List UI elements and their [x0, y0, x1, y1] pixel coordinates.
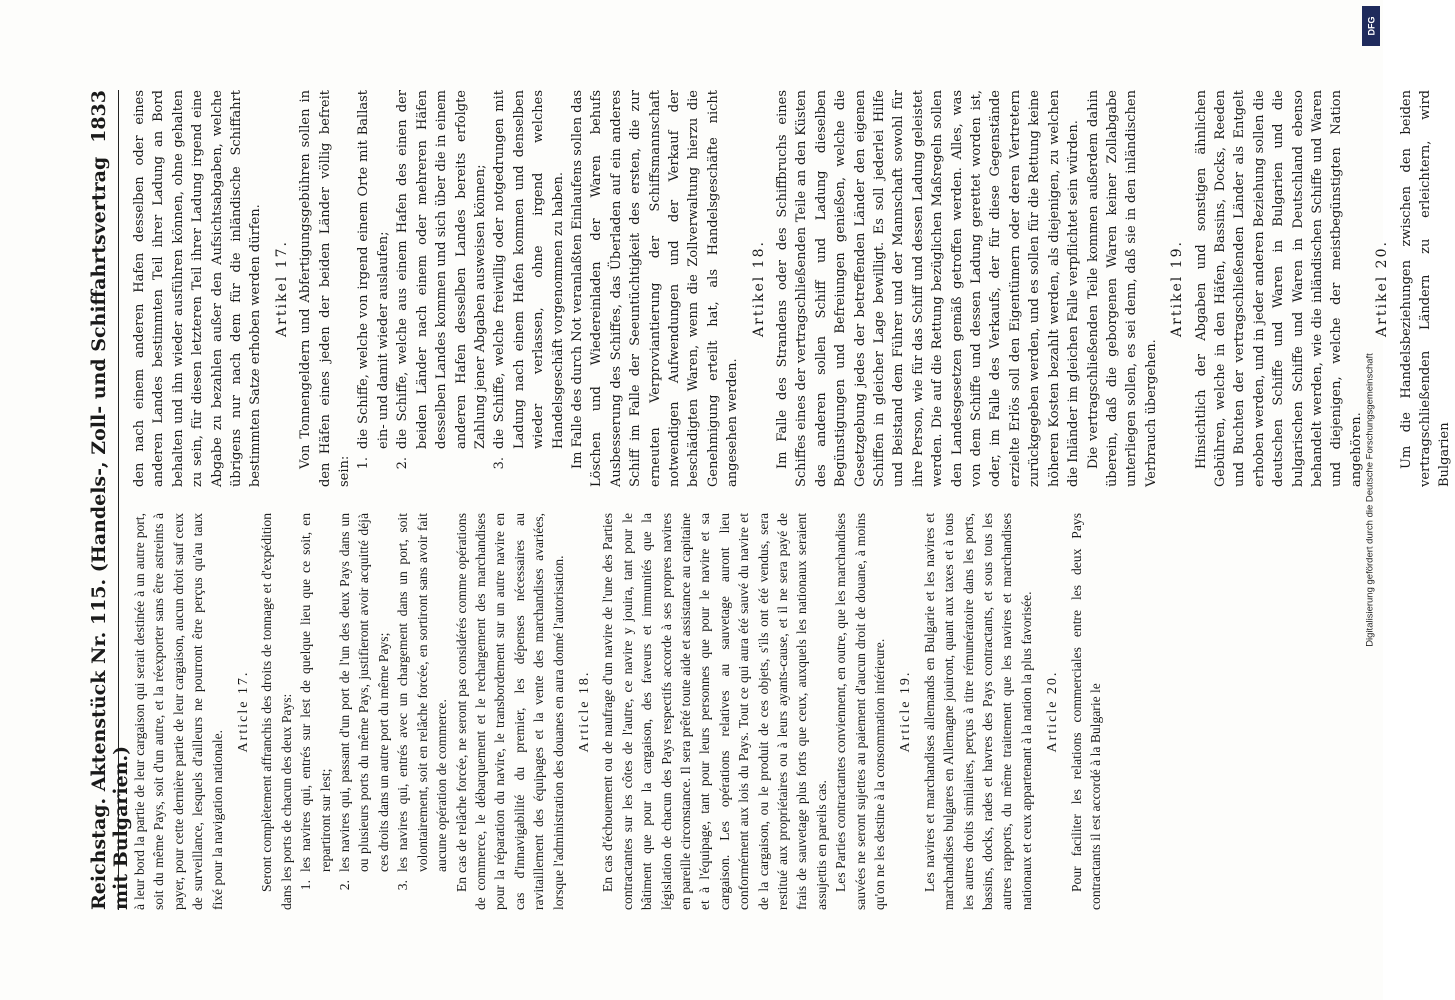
french-article-20-heading: Article 20.	[1045, 670, 1061, 753]
german-article-17-intro: Von Tonnengeldern und Abfertigungsgebühren sollen in den Häfen eines jeden der beiden Länder völlig befreit sein:	[298, 90, 353, 487]
german-article-18-paragraph-2: Die vertragschließenden Teile kommen außerdem dahin überein, daß die geborgenen Waren keiner Zollabgabe unterliegen sollen, es sei denn, daß sie in den inländischen Verbrauch übergehen.	[1085, 90, 1159, 487]
german-article-17-item-2: 2. die Schiffe, welche aus einem Hafen des einen der beiden Länder nach einem oder mehreren Häfen desselben Landes kommen und sich über die in einem anderen Hafen desselben Landes bereits erfolgte Zahlung jener Abgaben ausweisen können;	[395, 90, 488, 470]
running-head-title: Reichstag. Aktenstück Nr. 115. (Handels-, Zoll- und Schiffahrtsvertrag mit Bulgarien.)	[88, 156, 132, 910]
french-article-17-heading: Article 17.	[236, 670, 252, 753]
german-article-18-paragraph-1: Im Falle des Strandens oder des Schiffbruchs eines Schiffes eines der vertragschließenden Teile an den Küsten des anderen sollen Schiff und Ladung dieselben Begünstigungen und Befreiungen genießen, welche die Gesetzgebung jedes der betreffenden Länder den eigenen Schiffen in gleicher Lage bewilligt. Es soll jederlei Hilfe und Beistand dem Führer und der Mannschaft sowohl für ihre Person, wie für das Schiff und dessen Ladung geleistet werden. Die auf die Rettung bezüglichen Maßregeln sollen den Landesgesetzen gemäß getroffen werden. Alles, was von dem Schiffe und dessen Ladung gerettet worden ist, oder, im Falle des Verkaufs, der für diese Gegenstände erzielte Erlös soll den Eigentümern oder deren Vertretern zurückgegeben werden, und es sollen für die Rettung keine höheren Kosten bezahlt werden, als diejenigen, zu welchen die Inländer im gleichen Falle verpflichtet sein würden.	[775, 90, 1082, 487]
digitization-note-text: Digitalisierung gefördert durch die Deutsche Forschungsgemeinschaft	[1364, 353, 1376, 647]
german-column	[130, 90, 1453, 487]
page-number: 1833	[88, 90, 110, 143]
german-article-17-heading: Artikel 17.	[273, 240, 290, 337]
running-head	[88, 90, 132, 910]
french-article-18-paragraph-2: Les Parties contractantes conviennent, en outre, que les marchandises sauvées ne seront sujettes au paiement d'aucun droit de douane, à moins qu'on ne les destine à la consommation intérieure.	[833, 513, 888, 910]
digitization-note	[1363, 10, 1377, 990]
french-article-20-paragraph: Pour faciliter les relations commerciales entre les deux Pays contractants il est accordé à la Bulgarie le	[1068, 513, 1104, 910]
german-intro: den nach einem anderen Hafen desselben oder eines anderen Landes bestimmten Teil ihrer Ladung an Bord behalten und ihn wieder ausführen können, ohne gehalten zu sein, für diesen letzteren Teil ihrer Ladung irgend eine Abgabe zu bezahlen außer den Aufsichtsabgaben, welche übrigens nur nach dem für die inländische Schiffahrt bestimmten Satze erhoben werden dürfen.	[132, 90, 264, 487]
french-article-19-paragraph: Les navires et marchandises allemands en Bulgarie et les navires et marchandises bulgares en Allemagne jouiront, quant aux taxes et à tous les autres droits similaires, perçus à titre rémunératoire dans les ports, bassins, docks, rades et havres des Pays contractants, et sous tous les autres rapports, du même traitement que les navires et marchandises nationaux et ceux appartenant à la nation la plus favorisée.	[921, 513, 1034, 910]
german-article-18-heading: Artikel 18.	[750, 240, 767, 337]
german-article-19-heading: Artikel 19.	[1169, 240, 1186, 337]
german-article-19-paragraph: Hinsichtlich der Abgaben und sonstigen ähnlichen Gebühren, welche in den Häfen, Bassins, Docks, Reeden und Buchten der vertragschließenden Länder als Entgelt erhoben werden, und in jeder anderen Beziehung sollen die deutschen Schiffe und Waren in Bulgarien und die bulgarischen Schiffe und Waren in Deutschland ebenso behandelt werden, wie die inländischen Schiffe und Waren und diejenigen, welche der meistbegünstigten Nation angehören.	[1193, 90, 1364, 487]
french-article-18-paragraph-1: En cas d'échouement ou de naufrage d'un navire de l'une des Parties contractantes sur les côtes de l'autre, ce navire y jouira, tant pour le bâtiment que pour la cargaison, des faveurs et immunités que la législation de chacun des Pays respectifs accorde à ses propres navires en pareille circonstance. Il sera prêté toute aide et assistance au capitaine et à l'équipage, tant pour leurs personnes que pour le navire et sa cargaison. Les opérations relatives au sauvetage auront lieu conformément aux lois du Pays. Tout ce qui aura été sauvé du navire et de la cargaison, ou le produit de ces objets, s'ils ont été vendus, sera restitué aux propriétaires ou à leurs ayants-cause, et il ne sera payé de frais de sauvetage plus forts que ceux, auxquels les nationaux seraient assujettis en pareils cas.	[600, 513, 829, 910]
german-article-20-paragraph: Um die Handelsbeziehungen zwischen den beiden vertragschließenden Ländern zu erleichtern, wird Bulgarien	[1398, 90, 1453, 487]
dfg-logo-text: DFG	[1366, 16, 1376, 36]
french-article-17-item-1: 1. les navires qui, entrés sur lest de quelque lieu que ce soit, en repartiront sur lest;	[298, 513, 333, 891]
german-article-17-item-1: 1. die Schiffe, welche von irgend einem Orte mit Ballast ein- und damit wieder auslaufen;	[356, 90, 391, 470]
french-intro: à leur bord la partie de leur cargaison qui serait destinée à un autre port, soit du même Pays, soit d'un autre, et la réexporter sans être astreints à payer, pour cette dernière partie de leur cargaison, aucun droit sauf ceux de surveillance, lesquels d'ailleurs ne pourront être perçus qu'au taux fixé pour la navigation nationale.	[132, 513, 225, 910]
german-article-17-paragraph: Im Falle des durch Not veranlaßten Einlaufens sollen das Löschen und Wiedereinladen der Waren behufs Ausbesserung des Schiffes, das Überladen auf ein anderes Schiff im Falle der Seeuntüchtigkeit des ersten, die zur erneuten Verproviantierung der Schiffsmannschaft notwendigen Aufwendungen und der Verkauf der beschädigten Waren, wenn die Zollverwaltung hierzu die Genehmigung erteilt hat, als Handelsgeschäfte nicht angesehen werden.	[569, 90, 741, 487]
french-article-18-heading: Article 18.	[576, 670, 592, 753]
french-article-17-paragraph: En cas de relâche forcée, ne seront pas considérés comme opérations de commerce, le débarquement et le rechargement des marchandises pour la réparation du navire, le transbordement sur un autre navire en cas d'innavigabilité du premier, les dépenses nécessaires au ravitaillement des équipages et la vente des marchandises avariées, lorsque l'administration des douanes en aura donné l'autorisation.	[453, 513, 566, 910]
french-article-17-item-2: 2. les navires qui, passant d'un port de l'un des deux Pays dans un ou plusieurs ports du même Pays, justifieront avoir acquitté déjà ces droits dans un autre port du même Pays;	[337, 513, 391, 891]
french-article-17-intro: Seront complètement affranchis des droits de tonnage et d'expédition dans les ports de chacun des deux Pays:	[259, 513, 294, 910]
french-article-17-item-3: 3. les navires qui, entrés avec un chargement dans un port, soit volontairement, soit en relâche forcée, en sortiront sans avoir fait aucune opération de commerce.	[395, 513, 450, 891]
french-article-19-heading: Article 19.	[898, 670, 914, 753]
german-article-20-heading: Artikel 20.	[1374, 240, 1391, 337]
french-column	[130, 513, 1296, 910]
german-article-17-item-3: 3. die Schiffe, welche freiwillig oder notgedrungen mit Ladung nach einem Hafen kommen und denselben wieder verlassen, ohne irgend welches Handelsgeschäft vorgenommen zu haben.	[492, 90, 566, 470]
